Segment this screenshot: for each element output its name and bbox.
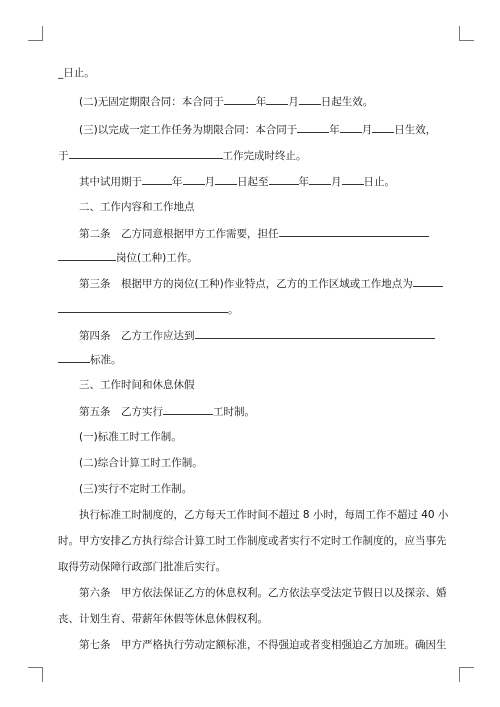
blank-field[interactable]	[58, 352, 90, 363]
text-line: 取得劳动保障行政部门批准后实行。	[58, 561, 226, 573]
blank-field[interactable]	[309, 174, 331, 185]
section-heading: 二、工作内容和工作地点	[79, 201, 195, 213]
blank-field[interactable]	[58, 302, 228, 313]
blank-field[interactable]	[342, 174, 364, 185]
blank-field[interactable]	[297, 122, 329, 133]
blank-field[interactable]	[299, 94, 321, 105]
text-line: 第五条 乙方实行 工时制。	[79, 406, 255, 418]
blank-field[interactable]	[266, 94, 288, 105]
blank-field[interactable]	[224, 94, 256, 105]
blank-field[interactable]	[372, 122, 394, 133]
text-line: 时。甲方安排乙方执行综合计算工时工作制度或者实行不定时工作制度的，应当事先	[58, 535, 447, 547]
text-line: 于 工作完成时终止。	[58, 150, 307, 162]
blank-field[interactable]	[215, 174, 237, 185]
text-line: 岗位(工种)工作。	[58, 250, 438, 265]
text-line: 第六条 甲方依法保证乙方的休息权利。乙方依法享受法定节假日以及探亲、婚	[79, 587, 447, 599]
text-line: (二)无固定期限合同：本合同于 年 月 日起生效。	[79, 96, 374, 108]
text-line: 第三条 根据甲方的岗位(工种)作业特点，乙方的工作区域或工作地点为	[79, 276, 438, 291]
blank-field[interactable]	[269, 174, 299, 185]
blank-field[interactable]	[183, 174, 205, 185]
section-heading: 三、工作时间和休息休假	[79, 379, 195, 391]
text-line: _日止。	[58, 67, 95, 79]
blank-field[interactable]	[279, 226, 429, 237]
text-line: 第七条 甲方严格执行劳动定额标准，不得强迫或者变相强迫乙方加班。确因生	[79, 639, 447, 651]
text-line: (二)综合计算工时工作制。	[79, 457, 203, 469]
text-line: 。	[58, 302, 438, 317]
blank-field[interactable]	[69, 148, 223, 159]
blank-field[interactable]	[58, 250, 116, 261]
crop-mark-top-left	[28, 26, 43, 41]
crop-mark-bottom-left	[28, 667, 43, 682]
text-line: 第四条 乙方工作应达到	[79, 328, 438, 343]
text-line: 丧、计划生育、带薪年休假等休息休假权利。	[58, 613, 268, 625]
text-line: 第二条 乙方同意根据甲方工作需要，担任	[79, 226, 438, 241]
blank-field[interactable]	[142, 174, 172, 185]
text-line: (三)实行不定时工作制。	[79, 483, 193, 495]
text-line: 标准。	[58, 352, 438, 367]
blank-field[interactable]	[163, 404, 213, 415]
blank-field[interactable]	[340, 122, 362, 133]
text-line: (一)标准工时工作制。	[79, 431, 182, 443]
crop-mark-bottom-right	[459, 667, 474, 682]
blank-field[interactable]	[195, 328, 435, 339]
text-line: (三)以完成一定工作任务为期限合同：本合同于 年 月 日生效，	[79, 124, 437, 136]
crop-mark-top-right	[459, 26, 474, 41]
blank-field[interactable]	[413, 276, 443, 287]
text-line: 执行标准工时制度的，乙方每天工作时间不超过 8 小时，每周工作不超过 40 小	[79, 509, 449, 521]
text-line: 其中试用期于 年 月 日起至 年 月 日止。	[79, 176, 395, 188]
